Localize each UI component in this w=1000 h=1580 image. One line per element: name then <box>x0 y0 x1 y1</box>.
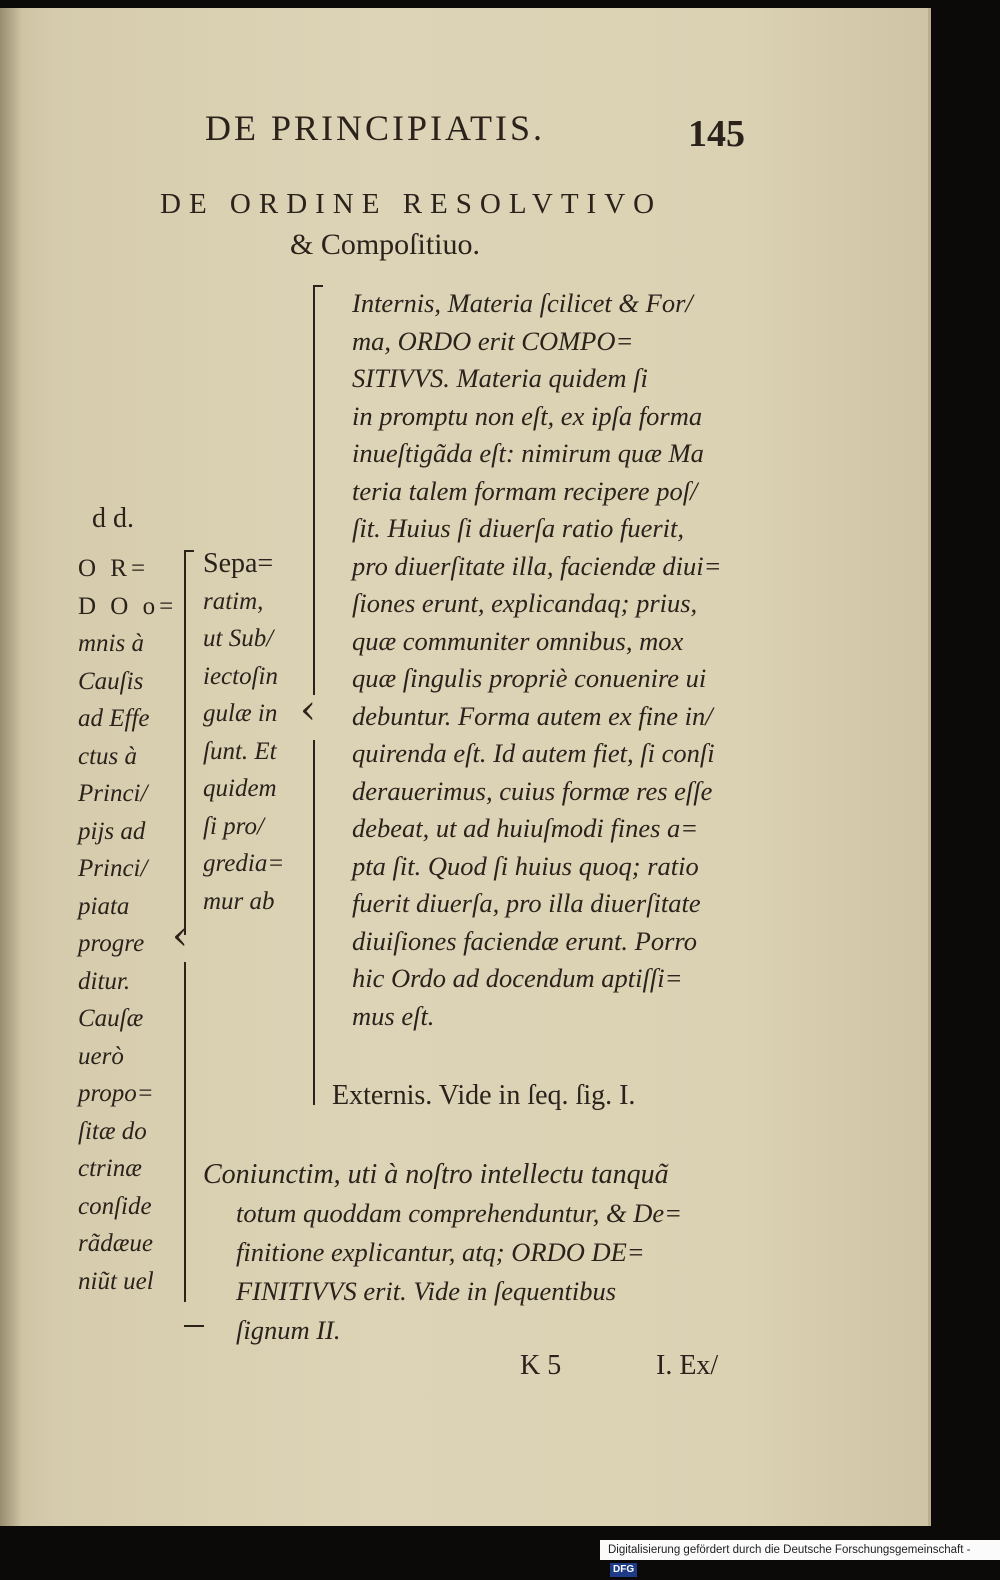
first-column-line: pijs ad <box>78 817 146 845</box>
main-text-line: ſit. Huius ſi diuerſa ratio fuerit, <box>352 513 685 543</box>
brace-line <box>184 550 194 552</box>
main-text-line: quæ communiter omnibus, mox <box>352 625 684 656</box>
main-text-line: ſiones erunt, explicandaq; prius, <box>352 588 698 618</box>
main-text-column <box>352 285 721 1035</box>
first-column-line: ſitæ do <box>78 1117 147 1145</box>
first-column-line: piata <box>78 892 130 920</box>
brace-line <box>184 1325 204 1327</box>
coniunctim-line: Coniunctim, uti à noſtro intellectu tanquã <box>203 1159 669 1190</box>
second-column-line: Sepa= <box>203 548 274 579</box>
brace-tip: ‹ <box>172 913 188 959</box>
main-text-line: derauerimus, cuius formæ res eſſe <box>352 775 713 806</box>
brace-tip: ‹ <box>300 687 316 733</box>
main-text-line: mus eſt. <box>352 1000 435 1031</box>
first-column-line: ad Effe <box>78 705 150 732</box>
first-column-line: propo= <box>78 1080 154 1107</box>
brace-line <box>184 962 186 1302</box>
coniunctim-line: finitione explicantur, atq; ORDO DE= <box>236 1237 645 1267</box>
first-column-line: ctus à <box>78 742 138 770</box>
main-text-line: quæ ſingulis propriè conuenire ui <box>352 663 707 693</box>
main-text-line: diuiſiones faciendæ erunt. Porro <box>352 925 697 956</box>
main-text-line: fuerit diuerſa, pro illa diuerſitate <box>352 888 701 918</box>
main-text-line: ma, ORDO erit COMPO= <box>352 325 634 356</box>
first-column-line: Princi/ <box>78 855 148 882</box>
first-column-line: rãdæue <box>78 1230 153 1257</box>
main-text-line: debeat, ut ad huiuſmodi fines a= <box>352 813 699 843</box>
main-text-line: pro diuerſitate illa, faciendæ diui= <box>352 550 722 581</box>
second-column-line: ſunt. Et <box>203 737 277 765</box>
second-column-line: ſi pro/ <box>203 812 264 840</box>
main-text-line: inueſtigãda eſt: nimirum quæ Ma <box>352 438 704 468</box>
second-column-line: mur ab <box>203 887 275 915</box>
main-text-line: debuntur. Forma autem ex fine in/ <box>352 700 713 731</box>
first-column-line: Cauſis <box>78 667 144 695</box>
first-column-line: ctrinæ <box>78 1155 142 1182</box>
first-column-line: niũt uel <box>78 1267 154 1295</box>
coniunctim-line: FINITIVVS erit. Vide in ſequentibus <box>236 1276 617 1306</box>
first-column-line: O R= <box>78 555 150 582</box>
second-column-line: ratim, <box>203 587 264 615</box>
main-text-line: SITIVVS. Materia quidem ſi <box>352 363 648 393</box>
first-column-line: Cauſæ <box>78 1005 144 1032</box>
first-column <box>78 550 177 1300</box>
brace-line <box>313 285 315 695</box>
chapter-subheading: & Compoſitiuo. <box>290 228 481 261</box>
main-text-line: Internis, Materia ſcilicet & For/ <box>352 288 693 318</box>
main-text-line: in promptu non eſt, ex ipſa forma <box>352 400 703 431</box>
digitization-credit <box>600 1540 1000 1575</box>
second-column-line: gredia= <box>203 850 285 877</box>
first-column-line: uerò <box>78 1042 124 1070</box>
margin-reference-letters: d d. <box>92 503 134 534</box>
signature-mark: K 5 <box>520 1350 562 1381</box>
coniunctim-line: ſignum II. <box>236 1315 341 1345</box>
page-number: 145 <box>688 113 745 155</box>
first-column-line: ditur. <box>78 967 131 995</box>
coniunctim-paragraph <box>203 1155 682 1350</box>
running-head: DE PRINCIPIATIS. <box>205 108 546 148</box>
first-column-line: D O o= <box>78 592 178 620</box>
externis-line: Externis. Vide in ſeq. ſig. I. <box>332 1080 636 1111</box>
main-text-line: pta ſit. Quod ſi huius quoq; ratio <box>352 850 699 881</box>
first-column-line: mnis à <box>78 630 144 657</box>
second-column-line: ut Sub/ <box>203 625 274 652</box>
dfg-logo-icon: DFG <box>610 1563 637 1577</box>
first-column-line: conſide <box>78 1192 152 1220</box>
main-text-line: hic Ordo ad docendum aptiſſi= <box>352 963 683 993</box>
coniunctim-line: totum quoddam comprehenduntur, & De= <box>236 1198 683 1228</box>
first-column-line: progre <box>78 930 145 957</box>
brace-line <box>313 285 323 287</box>
chapter-heading: DE ORDINE RESOLVTIVO <box>160 188 663 220</box>
second-column <box>203 545 284 920</box>
brace-line <box>313 740 315 1105</box>
brace-line <box>184 550 186 935</box>
credit-text: Digitalisierung gefördert durch die Deutsche Forschungsgemeinschaft - <box>608 1544 971 1556</box>
catchword: I. Ex/ <box>656 1350 719 1381</box>
first-column-line: Princi/ <box>78 780 148 807</box>
page-gutter-shadow <box>0 8 22 1526</box>
second-column-line: iectoſin <box>203 662 278 690</box>
main-text-line: quirenda eſt. Id autem fiet, ſi conſi <box>352 738 715 768</box>
second-column-line: gulæ in <box>203 700 278 727</box>
second-column-line: quidem <box>203 775 277 802</box>
main-text-line: teria talem formam recipere poſ/ <box>352 475 698 506</box>
